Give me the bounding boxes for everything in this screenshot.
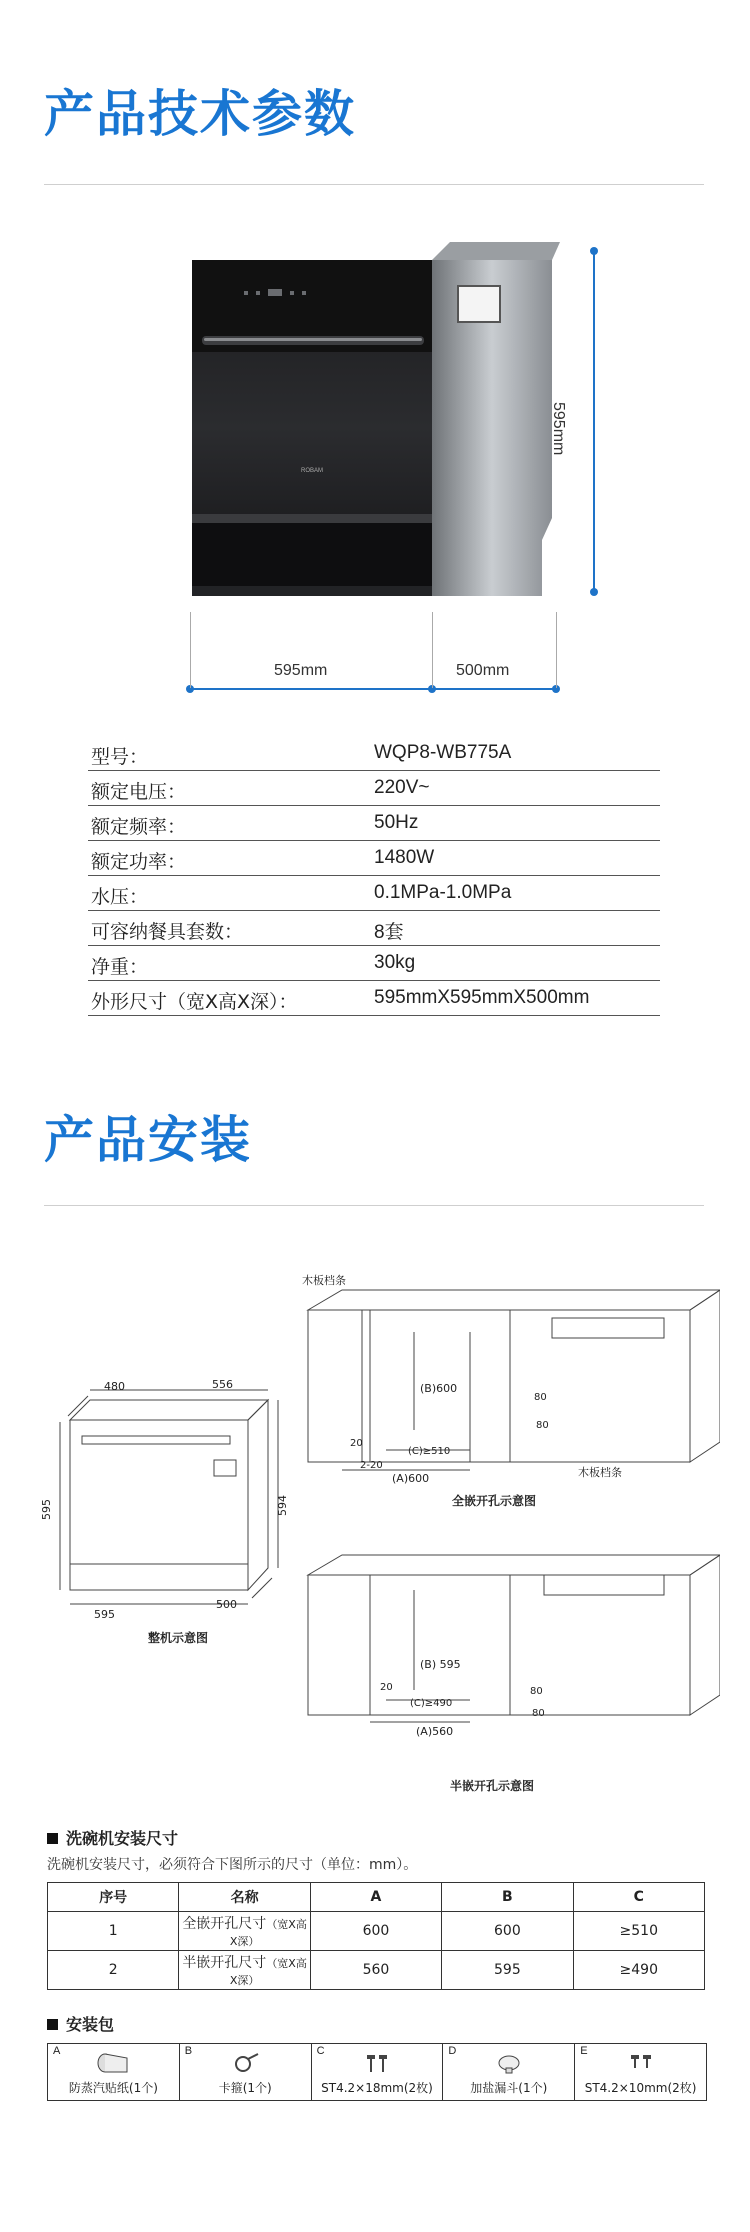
screws-icon xyxy=(362,2052,392,2074)
header-no: 序号 xyxy=(48,1883,179,1912)
cell-no: 1 xyxy=(48,1912,179,1951)
half-80b: 80 xyxy=(532,1708,545,1719)
height-dimension-line xyxy=(593,250,595,592)
full-a: (A)600 xyxy=(392,1472,430,1485)
accessories-heading: 安装包 xyxy=(47,2012,114,2035)
cell-name: 半嵌开孔尺寸（宽X高X深） xyxy=(179,1951,310,1990)
accessory-name: ST4.2×10mm(2枚) xyxy=(584,2081,697,2095)
dim-595-bottom: 595 xyxy=(94,1608,115,1621)
accessory-letter: C xyxy=(316,2045,325,2057)
half-80a: 80 xyxy=(530,1686,543,1697)
accessory-item xyxy=(48,2044,180,2100)
section-title-specs: 产品技术参数 xyxy=(44,85,356,143)
table-row xyxy=(48,1951,705,1990)
spec-row-weight: 净重： 30kg xyxy=(88,946,660,981)
accessory-name: 防蒸汽贴纸(1个) xyxy=(68,2081,158,2095)
accessory-item xyxy=(180,2044,312,2100)
dim-556: 556 xyxy=(212,1378,233,1391)
full-c: (C)≥510 xyxy=(408,1446,451,1457)
header-b: B xyxy=(442,1883,573,1912)
spec-row-water-pressure: 水压： 0.1MPa-1.0MPa xyxy=(88,876,660,911)
accessory-item xyxy=(575,2044,706,2100)
cell-a: 600 xyxy=(310,1912,441,1951)
accessory-name: ST4.2×18mm(2枚) xyxy=(321,2081,433,2095)
accessory-name: 卡箍(1个) xyxy=(218,2081,272,2095)
accessory-letter: E xyxy=(580,2045,588,2057)
caption-machine: 整机示意图 xyxy=(148,1631,209,1645)
brand-logo: ROBAM xyxy=(300,468,324,474)
guide-line xyxy=(190,612,191,688)
accessories-list xyxy=(47,2043,707,2101)
full-80a: 80 xyxy=(534,1392,547,1403)
hose-clamp-icon xyxy=(228,2052,262,2074)
installation-diagram xyxy=(40,1250,720,1810)
full-g20: 20 xyxy=(350,1438,363,1449)
dim-480: 480 xyxy=(104,1380,125,1393)
spec-row-capacity: 可容纳餐具套数： 8套 xyxy=(88,911,660,946)
full-g220: 2-20 xyxy=(360,1460,383,1471)
full-b: (B)600 xyxy=(420,1382,458,1395)
header-a: A xyxy=(310,1883,441,1912)
table-row xyxy=(48,1912,705,1951)
width-dimension-line xyxy=(190,688,558,690)
caption-half: 半嵌开孔示意图 xyxy=(450,1779,535,1793)
cell-a: 560 xyxy=(310,1951,441,1990)
divider xyxy=(44,184,704,185)
spec-row-model: 型号： WQP8-WB775A xyxy=(88,736,660,771)
dim-595-left: 595 xyxy=(40,1499,53,1520)
cell-no: 2 xyxy=(48,1951,179,1990)
guide-line xyxy=(432,612,433,688)
divider xyxy=(44,1205,704,1206)
cell-c: ≥510 xyxy=(573,1912,704,1951)
half-g20: 20 xyxy=(380,1682,393,1693)
dimension-dot xyxy=(590,588,598,596)
spec-row-voltage: 额定电压： 220V~ xyxy=(88,771,660,806)
caption-full: 全嵌开孔示意图 xyxy=(452,1494,537,1508)
install-note: 洗碗机安装尺寸，必须符合下图所示的尺寸（单位：mm）。 xyxy=(47,1857,418,1873)
width-label: 595mm xyxy=(274,662,328,679)
dimension-dot xyxy=(590,247,598,255)
guide-line xyxy=(556,612,557,688)
spec-row-dimensions: 外形尺寸（宽X高X深）： 595mmX595mmX500mm xyxy=(88,981,660,1016)
table-header-row xyxy=(48,1883,705,1912)
screws-icon xyxy=(626,2052,656,2074)
section-title-install: 产品安装 xyxy=(44,1111,252,1169)
install-size-table xyxy=(47,1882,705,1990)
label-board-bottom: 木板档条 xyxy=(578,1466,622,1479)
label-board-top: 木板档条 xyxy=(302,1274,346,1287)
height-label: 595mm xyxy=(550,402,567,456)
install-size-heading: 洗碗机安装尺寸 xyxy=(47,1826,178,1849)
dim-594: 594 xyxy=(276,1495,289,1516)
half-b: (B) 595 xyxy=(420,1658,461,1671)
header-name: 名称 xyxy=(179,1883,310,1912)
accessory-letter: A xyxy=(53,2045,61,2057)
header-c: C xyxy=(573,1883,704,1912)
dim-500: 500 xyxy=(216,1598,237,1611)
cell-c: ≥490 xyxy=(573,1951,704,1990)
half-a: (A)560 xyxy=(416,1725,454,1738)
cell-b: 595 xyxy=(442,1951,573,1990)
funnel-icon xyxy=(494,2052,524,2074)
accessory-item xyxy=(312,2044,444,2100)
spec-row-power: 额定功率： 1480W xyxy=(88,841,660,876)
cell-b: 600 xyxy=(442,1912,573,1951)
accessory-name: 加盐漏斗(1个) xyxy=(470,2081,548,2095)
spec-row-frequency: 额定频率： 50Hz xyxy=(88,806,660,841)
accessory-letter: D xyxy=(448,2045,457,2057)
depth-label: 500mm xyxy=(456,662,510,679)
accessory-letter: B xyxy=(184,2045,193,2057)
cell-name: 全嵌开孔尺寸（宽X高X深） xyxy=(179,1912,310,1951)
half-c: (C)≥490 xyxy=(410,1698,453,1709)
sticker-roll-icon xyxy=(93,2052,133,2074)
full-80b: 80 xyxy=(536,1420,549,1431)
accessory-item xyxy=(443,2044,575,2100)
